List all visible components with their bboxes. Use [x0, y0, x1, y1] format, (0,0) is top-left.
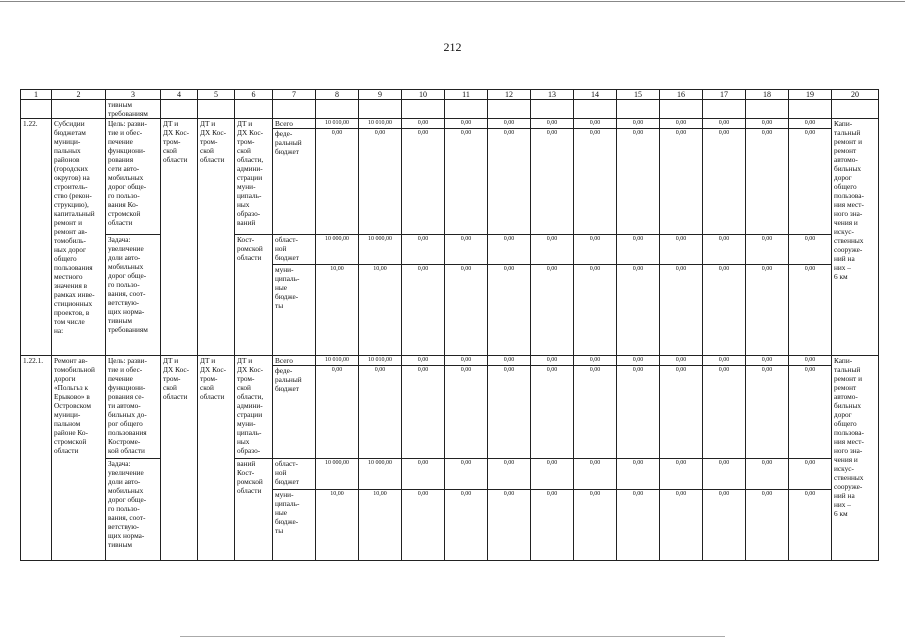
column-number: 20 [832, 90, 879, 100]
value-cell: 0,00 [445, 459, 488, 490]
funding-source: феде- ральный бюджет [273, 366, 316, 459]
value-cell: 0,00 [445, 490, 488, 561]
column-number: 2 [52, 90, 106, 100]
value-cell: 10,00 [359, 490, 402, 561]
value-cell: 0,00 [746, 356, 789, 366]
item-goal: Цель: разви- тие и обес- печение функциони- рования сети авто- мобильных дорог обще- го пользо- вания Ко- стромской области [106, 119, 161, 235]
value-cell: 0,00 [746, 129, 789, 235]
value-cell: 0,00 [617, 459, 660, 490]
value-cell: 10 010,00 [316, 356, 359, 366]
item-task: Задача: увеличение доли авто- мобильных дорог обще- го пользо- вания, соот- ветствую- щих норма- тивным требованиям [106, 235, 161, 356]
value-cell: 0,00 [402, 459, 445, 490]
value-cell: 0,00 [488, 265, 531, 356]
table-row [21, 459, 879, 490]
value-cell: 0,00 [531, 119, 574, 129]
expected-result: Капи- тальный ремонт и ремонт автомо- бильных дорог общего пользова- ния мест- ного зна- чения и искус- ственных сооруже- ний на них – 6 км [832, 119, 879, 356]
value-cell: 10 010,00 [359, 356, 402, 366]
value-cell: 0,00 [703, 366, 746, 459]
value-cell: 10 000,00 [359, 459, 402, 490]
value-cell: 10 000,00 [316, 235, 359, 265]
value-cell: 0,00 [488, 366, 531, 459]
column-number: 9 [359, 90, 402, 100]
executor-col6: ДТ и ДХ Кос- тром- ской области, админи- страции муни- ципаль- ных образо- ваний [235, 119, 273, 235]
value-cell: 0,00 [789, 366, 832, 459]
empty-cell [21, 100, 52, 119]
page-number: 212 [443, 40, 462, 54]
funding-source: муни- ципаль- ные бюдже- ты [273, 490, 316, 561]
value-cell: 0,00 [789, 459, 832, 490]
item-name: Субсидии бюджетам муници- пальных районов (городских округов) на строитель- ство (рекон- струкцию), капитальный ремонт и ремонт ав- томобиль- ных дорог общего пользования местного значения в рамках инве- стиционных проектов, в том числе на: [52, 119, 106, 356]
value-cell: 0,00 [531, 366, 574, 459]
column-number: 19 [789, 90, 832, 100]
value-cell: 0,00 [316, 129, 359, 235]
value-cell: 0,00 [789, 119, 832, 129]
value-cell: 0,00 [402, 129, 445, 235]
value-cell: 0,00 [617, 129, 660, 235]
value-cell: 0,00 [660, 265, 703, 356]
value-cell: 0,00 [617, 356, 660, 366]
value-cell: 0,00 [746, 366, 789, 459]
executor-col4: ДТ и ДХ Кос- тром- ской области [161, 356, 198, 561]
column-number: 11 [445, 90, 488, 100]
carryover-row [21, 100, 879, 119]
value-cell: 0,00 [445, 235, 488, 265]
value-cell: 0,00 [703, 129, 746, 235]
item-code: 1.22.1. [21, 356, 52, 561]
scan-top-edge [0, 1, 905, 2]
funding-source: феде- ральный бюджет [273, 129, 316, 235]
value-cell: 0,00 [531, 459, 574, 490]
carryover-text: тивным требованиям [106, 100, 161, 119]
column-number: 14 [574, 90, 617, 100]
value-cell: 0,00 [488, 235, 531, 265]
table-row [21, 235, 879, 265]
funding-source: област- ной бюджет [273, 459, 316, 490]
value-cell: 0,00 [402, 119, 445, 129]
item-name: Ремонт ав- томобильной дороги «Польгьз к Ерыково» в Островском муници- пальном районе Ко- стромской области [52, 356, 106, 561]
value-cell: 0,00 [488, 490, 531, 561]
column-number: 5 [198, 90, 235, 100]
value-cell: 0,00 [746, 459, 789, 490]
scan-bottom-edge [180, 636, 725, 637]
value-cell: 0,00 [660, 366, 703, 459]
value-cell: 0,00 [574, 235, 617, 265]
value-cell: 0,00 [703, 490, 746, 561]
value-cell: 0,00 [574, 490, 617, 561]
column-number: 16 [660, 90, 703, 100]
value-cell: 0,00 [402, 366, 445, 459]
executor-col6: ДТ и ДХ Кос- тром- ской области, админи- страции муни- ципаль- ных образо- [235, 356, 273, 459]
value-cell: 0,00 [660, 235, 703, 265]
value-cell: 10 010,00 [359, 119, 402, 129]
value-cell: 10,00 [316, 265, 359, 356]
value-cell: 0,00 [445, 119, 488, 129]
value-cell: 0,00 [789, 129, 832, 235]
empty-cell [52, 100, 106, 119]
column-number: 17 [703, 90, 746, 100]
value-cell: 0,00 [660, 490, 703, 561]
column-number: 8 [316, 90, 359, 100]
value-cell: 0,00 [703, 235, 746, 265]
value-cell: 0,00 [703, 459, 746, 490]
value-cell: 0,00 [359, 366, 402, 459]
value-cell: 0,00 [617, 119, 660, 129]
value-cell: 0,00 [402, 265, 445, 356]
value-cell: 0,00 [445, 265, 488, 356]
budget-table [20, 89, 879, 561]
table-row [21, 119, 879, 129]
value-cell: 0,00 [703, 119, 746, 129]
value-cell: 0,00 [574, 265, 617, 356]
value-cell: 0,00 [617, 490, 660, 561]
column-number: 18 [746, 90, 789, 100]
column-number: 13 [531, 90, 574, 100]
value-cell: 0,00 [574, 129, 617, 235]
value-cell: 0,00 [789, 356, 832, 366]
value-cell: 0,00 [402, 235, 445, 265]
column-number: 10 [402, 90, 445, 100]
value-cell: 0,00 [660, 129, 703, 235]
funding-source: муни- ципаль- ные бюдже- ты [273, 265, 316, 356]
column-number: 7 [273, 90, 316, 100]
value-cell: 0,00 [488, 119, 531, 129]
item-task: Задача: увеличение доли авто- мобильных дорог обще- го пользо- вания, соот- ветствую- щих норма- тивным [106, 459, 161, 561]
executor-col6-cont: Кост- ромской области [235, 235, 273, 356]
value-cell: 0,00 [488, 356, 531, 366]
value-cell: 0,00 [660, 459, 703, 490]
executor-col6-cont: ваний Кост- ромской области [235, 459, 273, 561]
value-cell: 0,00 [574, 356, 617, 366]
value-cell: 10 000,00 [359, 235, 402, 265]
value-cell: 10 010,00 [316, 119, 359, 129]
value-cell: 0,00 [531, 490, 574, 561]
item-goal: Цель: разви- тие и обес- печение функциони- рования се- ти автомо- бильных до- рог общего пользования Костроме- кой области [106, 356, 161, 459]
column-number: 1 [21, 90, 52, 100]
value-cell: 0,00 [488, 129, 531, 235]
executor-col5: ДТ и ДХ Кос- тром- ской области [198, 356, 235, 561]
column-number-row [21, 90, 879, 100]
funding-source: Всего [273, 119, 316, 129]
value-cell: 0,00 [789, 235, 832, 265]
column-number: 4 [161, 90, 198, 100]
value-cell: 0,00 [531, 265, 574, 356]
value-cell: 0,00 [746, 119, 789, 129]
value-cell: 0,00 [574, 459, 617, 490]
value-cell: 0,00 [703, 265, 746, 356]
column-number: 12 [488, 90, 531, 100]
column-number: 6 [235, 90, 273, 100]
value-cell: 0,00 [746, 490, 789, 561]
value-cell: 0,00 [746, 235, 789, 265]
table-row [21, 356, 879, 366]
value-cell: 0,00 [445, 129, 488, 235]
value-cell: 0,00 [789, 490, 832, 561]
value-cell: 0,00 [359, 129, 402, 235]
value-cell: 0,00 [789, 265, 832, 356]
column-number: 15 [617, 90, 660, 100]
expected-result: Капи- тальный ремонт и ремонт автомо- бильных дорог общего пользова- ния мест- ного зна- чения и искус- ственных сооруже- ний на них – 6 км [832, 356, 879, 561]
value-cell: 0,00 [617, 366, 660, 459]
value-cell: 10 000,00 [316, 459, 359, 490]
funding-source: Всего [273, 356, 316, 366]
value-cell: 0,00 [660, 119, 703, 129]
item-code: 1.22. [21, 119, 52, 356]
value-cell: 0,00 [402, 490, 445, 561]
value-cell: 0,00 [445, 356, 488, 366]
value-cell: 0,00 [617, 235, 660, 265]
value-cell: 0,00 [445, 366, 488, 459]
value-cell: 0,00 [660, 356, 703, 366]
value-cell: 10,00 [359, 265, 402, 356]
value-cell: 0,00 [402, 356, 445, 366]
value-cell: 0,00 [531, 356, 574, 366]
column-number: 3 [106, 90, 161, 100]
value-cell: 0,00 [531, 235, 574, 265]
value-cell: 0,00 [316, 366, 359, 459]
value-cell: 0,00 [574, 119, 617, 129]
executor-col5: ДТ и ДХ Кос- тром- ской области [198, 119, 235, 356]
value-cell: 0,00 [617, 265, 660, 356]
value-cell: 0,00 [574, 366, 617, 459]
value-cell: 10,00 [316, 490, 359, 561]
value-cell: 0,00 [746, 265, 789, 356]
value-cell: 0,00 [531, 129, 574, 235]
executor-col4: ДТ и ДХ Кос- тром- ской области [161, 119, 198, 356]
funding-source: област- ной бюджет [273, 235, 316, 265]
value-cell: 0,00 [703, 356, 746, 366]
value-cell: 0,00 [488, 459, 531, 490]
